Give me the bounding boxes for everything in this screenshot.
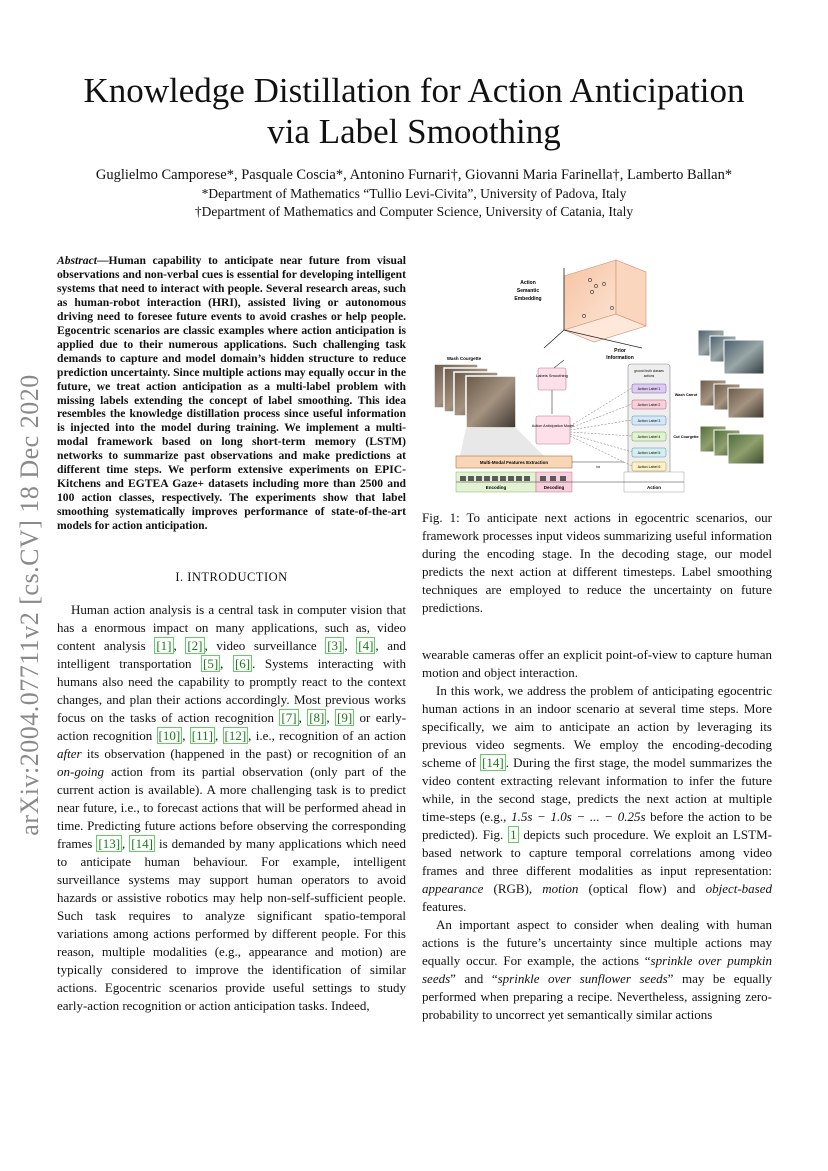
prediction-connectors xyxy=(570,388,632,466)
citation-link[interactable]: [13] xyxy=(98,836,121,851)
citation-link[interactable]: [3] xyxy=(327,638,343,653)
arxiv-id: arXiv:2004.07711v2 [cs.CV] 18 Dec 2020 xyxy=(15,374,44,836)
label-tau: τα xyxy=(596,464,600,469)
label-action-axis: Action xyxy=(647,485,661,490)
action-label-1: Action Label 1 xyxy=(637,387,661,391)
label-semantic: Semantic xyxy=(516,288,540,294)
label-wash-courgette: Wash Courgette xyxy=(446,356,482,361)
figure-caption: Fig. 1: To anticipate next actions in egocentric scenarios, our framework processes input videos summarizing useful information during the encoding stage. In the decoding stage, our model predicts the next action at different timesteps. Label smoothing techniques are employed to reduce the uncertainty on future predictions. xyxy=(422,510,772,615)
citation-link[interactable]: [11] xyxy=(191,728,213,743)
citation-link[interactable]: [7] xyxy=(281,710,297,725)
paper-title xyxy=(60,70,768,152)
citation-link[interactable]: [8] xyxy=(309,710,325,725)
label-anticipation-model: Action Anticipation Model xyxy=(531,424,575,428)
affiliation-padova: *Department of Mathematics “Tullio Levi-Civita”, University of Padova, Italy xyxy=(201,186,627,201)
citation-link[interactable]: [9] xyxy=(336,710,353,725)
label-feature-extraction: Multi-Modal Features Extraction xyxy=(479,460,549,465)
citation-link[interactable]: [4] xyxy=(358,638,374,653)
right-column-text xyxy=(422,646,772,1024)
citation-link[interactable]: [2] xyxy=(187,638,203,653)
action-label-3: Action Label 3 xyxy=(637,419,661,423)
label-labels-smoothing: Labels Smoothing xyxy=(535,373,569,378)
arxiv-stamp xyxy=(15,360,45,850)
action-label-2: Action Label 2 xyxy=(637,403,661,407)
frame-thumb xyxy=(466,376,516,428)
label-decoding: Decoding xyxy=(543,485,565,490)
action-label-6: Action Label 6 xyxy=(637,465,661,469)
semantic-embedding-cube xyxy=(544,260,646,348)
citation-link[interactable]: [6] xyxy=(234,656,251,671)
left-column-text xyxy=(57,601,406,1015)
paragraph-this-work: In this work, we address the problem of anticipating egocentric human actions in an indoor scenario at several time steps. More specifically, we aim to anticipate an action by leveraging its previous video segments. We employ the encoding-decoding scheme of [14] . During the first stage, the model summarizes the video content extracting relevant information to infer the future while, in the second stage, predicts the next action at multiple time-steps (e.g., 1.5s − 1.0s − ... − 0.25s before the action to be predicted). Fig. 1 depicts such procedure. We exploit an LSTM-based network to capture temporal correlations among video frames and three different modalities as input representation: appearance (RGB), motion (optical flow) and object-based features. xyxy=(422,683,773,914)
figure-ref-link[interactable]: 1 xyxy=(510,827,517,842)
section-heading: I. INTRODUCTION xyxy=(175,570,288,584)
label-action: Action xyxy=(520,280,536,286)
citation-link[interactable]: [14] xyxy=(131,836,153,851)
citation-link[interactable]: [14] xyxy=(482,755,504,770)
label-cut-courgette: Cut Courgette xyxy=(673,435,699,439)
label-information: Information xyxy=(606,355,634,361)
citation-link[interactable]: [1] xyxy=(156,638,172,653)
label-encoding: Encoding xyxy=(485,485,507,490)
title-line-2: via Label Smoothing xyxy=(267,112,561,151)
label-actions: actions xyxy=(643,374,655,378)
citation-link[interactable]: [10] xyxy=(158,728,181,743)
paragraph-uncertainty: An important aspect to consider when dealing with human actions is the future’s uncertainty since multiple actions may equally occur. For example, the actions “sprinkle over pumpkin seeds” and “sprinkle over sunflower seeds” may be equally performed when preparing a recipe. Nevertheless, assigning zero-probability to uncorrect yet semantically similar actions xyxy=(422,917,773,1022)
abstract-text: —Human capability to anticipate near future from visual observations and non-verbal cues is essential for developing intelligent systems that need to interact with people. Several research areas, such as human-robot interaction (HRI), assisted living or autonomous driving need to foresee future events to avoid crashes or help people. Egocentric scenarios are classic examples where action anticipation is applied due to their numerous applications. Such challenging task demands to capture and model domain’s hidden structure to reduce prediction uncertainty. Since multiple actions may equally occur in the future, we treat action anticipation as a multi-label problem with missing labels extending the concept of label smoothing. This idea resembles the knowledge distillation process since useful information is injected into the model during training. We implement a multi-modal framework based on long short-term memory (LSTM) networks to summarize past observations and make predictions at different time steps. We perform extensive experiments on EPIC-Kitchens and EGTEA Gaze+ datasets including more than 2500 and 100 action classes, respectively. The experiments show that label smoothing systematically improves performance of state-of-the-art models for action anticipation. xyxy=(57,254,406,533)
intro-paragraph: Human action analysis is a central task in computer vision that has a enormous impact on many applications, such as, video content analysis [1] , [2] , video surveillance [3] , [4] , and intelligent transportation [5] , [6] . Systems interacting with humans also need the capability to promptly react to the context changes, and plan their actions accordingly. Most previous works focus on the tasks of action recognition [7] , [8] , [9] or early-action recognition [10] , [11] , [12] , i.e., recognition of an action after its observation (happened in the past) or recognition of an on-going action from its partial observation (only part of the current action is available). A more challenging task is to predict near future, i.e., to forecast actions that will be performed ahead in time. Predicting future actions before observing the corresponding frames [13] , [14] is demanded by many applications which need to anticipate human behaviour. For example, intelligent surveillance systems may support human operators to avoid hazards or assistive robotics may help non-self-sufficient people. Such task requires to analyze significant spatio-temporal variations among actions performed by different people. For this reason, multiple modalities (e.g., appearance and motion) are typically considered to improve the identification of similar actions. Egocentric scenarios provide useful settings to study early-action recognition or action anticipation tasks. Indeed, xyxy=(57,602,407,1013)
label-embedding: Embedding xyxy=(514,296,542,302)
citation-link[interactable]: [5] xyxy=(202,656,219,671)
figure-1 xyxy=(424,256,772,502)
citation-link[interactable]: [12] xyxy=(224,728,247,743)
action-label-4: Action Label 4 xyxy=(637,435,661,439)
label-prior: Prior xyxy=(614,348,626,354)
label-ground-truth: ground truth classes xyxy=(634,369,664,373)
label-wash-carrot: Wash Carrot xyxy=(674,393,698,397)
author-list: Guglielmo Camporese*, Pasquale Coscia*, Antonino Furnari†, Giovanni Maria Farinella†, Lamberto Ballan* xyxy=(95,167,733,183)
abstract xyxy=(57,254,406,533)
title-line-1: Knowledge Distillation for Action Anticipation xyxy=(83,71,745,110)
affiliation-catania: †Department of Mathematics and Computer Science, University of Catania, Italy xyxy=(194,204,634,219)
paragraph-continued: wearable cameras offer an explicit point-of-view to capture human motion and object interaction. xyxy=(422,647,772,680)
abstract-label: Abstract xyxy=(57,254,97,267)
action-label-5: Action Label 5 xyxy=(637,451,661,455)
